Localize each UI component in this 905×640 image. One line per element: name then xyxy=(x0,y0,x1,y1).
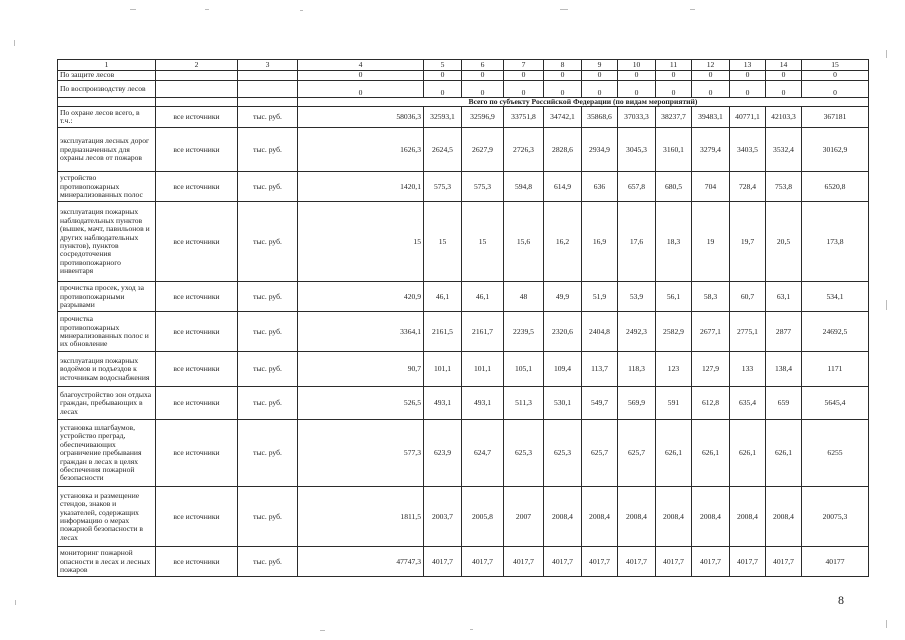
value-cell: 1626,3 xyxy=(298,128,424,172)
value-cell: 680,5 xyxy=(656,172,692,202)
value-cell: 19 xyxy=(692,202,730,282)
value-cell: 0 xyxy=(730,81,766,98)
value-cell: 19,7 xyxy=(730,202,766,282)
value-cell: 6255 xyxy=(802,420,869,487)
row-name: По воспроизводству лесов xyxy=(58,81,156,98)
value-cell: 0 xyxy=(582,81,618,98)
source-cell: все источники xyxy=(156,487,238,547)
row-name: По защите лесов xyxy=(58,71,156,81)
value-cell: 2161,7 xyxy=(462,312,504,352)
source-cell: все источники xyxy=(156,107,238,128)
value-cell: 659 xyxy=(766,387,802,420)
value-cell: 635,4 xyxy=(730,387,766,420)
value-cell: 60,7 xyxy=(730,282,766,312)
value-cell: 20075,3 xyxy=(802,487,869,547)
value-cell: 657,8 xyxy=(618,172,656,202)
value-cell: 3045,3 xyxy=(618,128,656,172)
value-cell: 0 xyxy=(462,81,504,98)
value-cell: 2239,5 xyxy=(504,312,544,352)
value-cell: 493,1 xyxy=(462,387,504,420)
value-cell: 58036,3 xyxy=(298,107,424,128)
value-cell: 3403,5 xyxy=(730,128,766,172)
value-cell: 30162,9 xyxy=(802,128,869,172)
source-cell: все источники xyxy=(156,547,238,577)
value-cell: 0 xyxy=(544,81,582,98)
value-cell: 40177 xyxy=(802,547,869,577)
value-cell: 3160,1 xyxy=(656,128,692,172)
value-cell: 612,8 xyxy=(692,387,730,420)
value-cell: 2008,4 xyxy=(730,487,766,547)
column-number: 15 xyxy=(802,60,869,71)
unit-cell: тыс. руб. xyxy=(238,487,298,547)
source-cell xyxy=(156,81,238,98)
value-cell: 0 xyxy=(656,81,692,98)
value-cell: 109,4 xyxy=(544,352,582,387)
value-cell: 549,7 xyxy=(582,387,618,420)
value-cell: 3364,1 xyxy=(298,312,424,352)
value-cell: 0 xyxy=(766,81,802,98)
value-cell: 37033,3 xyxy=(618,107,656,128)
value-cell: 32593,1 xyxy=(424,107,462,128)
value-cell: 728,4 xyxy=(730,172,766,202)
section-blank xyxy=(58,98,156,107)
value-cell: 704 xyxy=(692,172,730,202)
value-cell: 575,3 xyxy=(424,172,462,202)
table-row xyxy=(58,487,869,547)
value-cell: 0 xyxy=(504,81,544,98)
column-number: 10 xyxy=(618,60,656,71)
forest-protection-table xyxy=(57,59,869,577)
value-cell: 2008,4 xyxy=(544,487,582,547)
value-cell: 0 xyxy=(692,81,730,98)
column-number: 11 xyxy=(656,60,692,71)
value-cell: 0 xyxy=(766,71,802,81)
value-cell: 2003,7 xyxy=(424,487,462,547)
value-cell: 16,9 xyxy=(582,202,618,282)
value-cell: 0 xyxy=(618,71,656,81)
row-name: установка и размещение стендов, знаков и указателей, содержащих информацию о мерах пожарной безопасности в лесах xyxy=(58,487,156,547)
row-name: благоустройство зон отдыха граждан, пребывающих в лесах xyxy=(58,387,156,420)
value-cell: 0 xyxy=(730,71,766,81)
value-cell: 58,3 xyxy=(692,282,730,312)
value-cell: 101,1 xyxy=(462,352,504,387)
unit-cell: тыс. руб. xyxy=(238,352,298,387)
unit-cell: тыс. руб. xyxy=(238,202,298,282)
column-number: 4 xyxy=(298,60,424,71)
column-number: 13 xyxy=(730,60,766,71)
value-cell: 2627,9 xyxy=(462,128,504,172)
value-cell: 636 xyxy=(582,172,618,202)
column-number: 5 xyxy=(424,60,462,71)
source-cell xyxy=(156,71,238,81)
value-cell: 625,7 xyxy=(582,420,618,487)
value-cell: 2677,1 xyxy=(692,312,730,352)
value-cell: 2161,5 xyxy=(424,312,462,352)
value-cell: 2008,4 xyxy=(582,487,618,547)
value-cell: 118,3 xyxy=(618,352,656,387)
source-cell: все источники xyxy=(156,202,238,282)
value-cell: 2008,4 xyxy=(692,487,730,547)
value-cell: 614,9 xyxy=(544,172,582,202)
value-cell: 1171 xyxy=(802,352,869,387)
section-row xyxy=(58,98,869,107)
value-cell: 625,3 xyxy=(504,420,544,487)
value-cell: 20,5 xyxy=(766,202,802,282)
value-cell: 1420,1 xyxy=(298,172,424,202)
table-row xyxy=(58,128,869,172)
value-cell: 3532,4 xyxy=(766,128,802,172)
value-cell: 133 xyxy=(730,352,766,387)
value-cell: 17,6 xyxy=(618,202,656,282)
value-cell: 2320,6 xyxy=(544,312,582,352)
table-row xyxy=(58,547,869,577)
value-cell: 625,7 xyxy=(618,420,656,487)
table-row xyxy=(58,202,869,282)
value-cell: 6520,8 xyxy=(802,172,869,202)
row-name: установка шлагбаумов, устройство преград, обеспечивающих ограничение пребывания граждан в лесах в целях обеспечения пожарной безопасности xyxy=(58,420,156,487)
value-cell: 173,8 xyxy=(802,202,869,282)
header-row xyxy=(58,60,869,71)
value-cell: 626,1 xyxy=(766,420,802,487)
unit-cell xyxy=(238,81,298,98)
row-name: эксплуатация лесных дорог предназначенных для охраны лесов от пожаров xyxy=(58,128,156,172)
value-cell: 0 xyxy=(504,71,544,81)
value-cell: 46,1 xyxy=(424,282,462,312)
table-row xyxy=(58,71,869,81)
unit-cell: тыс. руб. xyxy=(238,128,298,172)
table-row xyxy=(58,420,869,487)
value-cell: 18,3 xyxy=(656,202,692,282)
value-cell: 4017,7 xyxy=(730,547,766,577)
value-cell: 34742,1 xyxy=(544,107,582,128)
value-cell: 0 xyxy=(656,71,692,81)
source-cell: все источники xyxy=(156,420,238,487)
value-cell: 0 xyxy=(424,81,462,98)
value-cell: 15 xyxy=(424,202,462,282)
row-name: мониторинг пожарной опасности в лесах и лесных пожаров xyxy=(58,547,156,577)
value-cell: 3279,4 xyxy=(692,128,730,172)
value-cell: 2008,4 xyxy=(766,487,802,547)
value-cell: 530,1 xyxy=(544,387,582,420)
value-cell: 33751,8 xyxy=(504,107,544,128)
value-cell: 15 xyxy=(462,202,504,282)
source-cell: все источники xyxy=(156,387,238,420)
page-number: 8 xyxy=(838,593,844,607)
value-cell: 56,1 xyxy=(656,282,692,312)
row-name: эксплуатация пожарных наблюдательных пунктов (вышек, мачт, павильонов и других наблюдательных пунктов), пунктов сосредоточения противопожарного инвентаря xyxy=(58,202,156,282)
value-cell: 0 xyxy=(424,71,462,81)
row-name: прочистка просек, уход за противопожарными разрывами xyxy=(58,282,156,312)
value-cell: 626,1 xyxy=(730,420,766,487)
value-cell: 420,9 xyxy=(298,282,424,312)
value-cell: 2008,4 xyxy=(618,487,656,547)
value-cell: 0 xyxy=(298,71,424,81)
value-cell: 2492,3 xyxy=(618,312,656,352)
value-cell: 16,2 xyxy=(544,202,582,282)
value-cell: 2008,4 xyxy=(656,487,692,547)
value-cell: 48 xyxy=(504,282,544,312)
source-cell: все источники xyxy=(156,352,238,387)
value-cell: 4017,7 xyxy=(582,547,618,577)
unit-cell: тыс. руб. xyxy=(238,387,298,420)
unit-cell xyxy=(238,71,298,81)
value-cell: 53,9 xyxy=(618,282,656,312)
value-cell: 367181 xyxy=(802,107,869,128)
value-cell: 2828,6 xyxy=(544,128,582,172)
column-number: 8 xyxy=(544,60,582,71)
unit-cell: тыс. руб. xyxy=(238,172,298,202)
value-cell: 1811,5 xyxy=(298,487,424,547)
table-row xyxy=(58,172,869,202)
value-cell: 575,3 xyxy=(462,172,504,202)
column-number: 2 xyxy=(156,60,238,71)
value-cell: 0 xyxy=(462,71,504,81)
value-cell: 2726,3 xyxy=(504,128,544,172)
value-cell: 0 xyxy=(692,71,730,81)
value-cell: 101,1 xyxy=(424,352,462,387)
source-cell: все источники xyxy=(156,312,238,352)
unit-cell: тыс. руб. xyxy=(238,547,298,577)
value-cell: 4017,7 xyxy=(462,547,504,577)
value-cell: 2007 xyxy=(504,487,544,547)
value-cell: 63,1 xyxy=(766,282,802,312)
value-cell: 32596,9 xyxy=(462,107,504,128)
value-cell: 626,1 xyxy=(692,420,730,487)
value-cell: 24692,5 xyxy=(802,312,869,352)
column-number: 9 xyxy=(582,60,618,71)
value-cell: 0 xyxy=(544,71,582,81)
value-cell: 35868,6 xyxy=(582,107,618,128)
value-cell: 4017,7 xyxy=(424,547,462,577)
row-name: По охране лесов всего, в т.ч.: xyxy=(58,107,156,128)
column-number: 14 xyxy=(766,60,802,71)
source-cell: все источники xyxy=(156,128,238,172)
row-name: эксплуатация пожарных водоёмов и подъездов к источникам водоснабжения xyxy=(58,352,156,387)
value-cell: 4017,7 xyxy=(544,547,582,577)
value-cell: 15,6 xyxy=(504,202,544,282)
value-cell: 569,9 xyxy=(618,387,656,420)
source-cell: все источники xyxy=(156,282,238,312)
value-cell: 534,1 xyxy=(802,282,869,312)
value-cell: 105,1 xyxy=(504,352,544,387)
column-number: 6 xyxy=(462,60,504,71)
row-name: устройство противопожарных минерализованных полос xyxy=(58,172,156,202)
unit-cell: тыс. руб. xyxy=(238,312,298,352)
value-cell: 511,3 xyxy=(504,387,544,420)
value-cell: 0 xyxy=(298,81,424,98)
value-cell: 4017,7 xyxy=(656,547,692,577)
table-row xyxy=(58,282,869,312)
value-cell: 49,9 xyxy=(544,282,582,312)
value-cell: 15 xyxy=(298,202,424,282)
table-row xyxy=(58,107,869,128)
column-number: 7 xyxy=(504,60,544,71)
unit-cell: тыс. руб. xyxy=(238,282,298,312)
value-cell: 123 xyxy=(656,352,692,387)
value-cell: 4017,7 xyxy=(766,547,802,577)
value-cell: 591 xyxy=(656,387,692,420)
value-cell: 0 xyxy=(802,71,869,81)
value-cell: 127,9 xyxy=(692,352,730,387)
value-cell: 4017,7 xyxy=(618,547,656,577)
value-cell: 90,7 xyxy=(298,352,424,387)
value-cell: 51,9 xyxy=(582,282,618,312)
column-number: 12 xyxy=(692,60,730,71)
value-cell: 577,3 xyxy=(298,420,424,487)
row-name: прочистка противопожарных минерализованных полос и их обновление xyxy=(58,312,156,352)
section-blank xyxy=(156,98,238,107)
value-cell: 5645,4 xyxy=(802,387,869,420)
value-cell: 493,1 xyxy=(424,387,462,420)
value-cell: 0 xyxy=(582,71,618,81)
value-cell: 2775,1 xyxy=(730,312,766,352)
table-row xyxy=(58,387,869,420)
value-cell: 2404,8 xyxy=(582,312,618,352)
value-cell: 626,1 xyxy=(656,420,692,487)
source-cell: все источники xyxy=(156,172,238,202)
table-row xyxy=(58,312,869,352)
value-cell: 2934,9 xyxy=(582,128,618,172)
column-number: 1 xyxy=(58,60,156,71)
section-title: Всего по субъекту Российской Федерации (по видам мероприятий) xyxy=(298,98,869,107)
unit-cell: тыс. руб. xyxy=(238,420,298,487)
value-cell: 2624,5 xyxy=(424,128,462,172)
table-row xyxy=(58,352,869,387)
value-cell: 39483,1 xyxy=(692,107,730,128)
value-cell: 38237,7 xyxy=(656,107,692,128)
value-cell: 753,8 xyxy=(766,172,802,202)
value-cell: 138,4 xyxy=(766,352,802,387)
table-row xyxy=(58,81,869,98)
value-cell: 526,5 xyxy=(298,387,424,420)
value-cell: 2005,8 xyxy=(462,487,504,547)
value-cell: 624,7 xyxy=(462,420,504,487)
value-cell: 4017,7 xyxy=(692,547,730,577)
value-cell: 46,1 xyxy=(462,282,504,312)
unit-cell: тыс. руб. xyxy=(238,107,298,128)
value-cell: 2877 xyxy=(766,312,802,352)
column-number: 3 xyxy=(238,60,298,71)
value-cell: 4017,7 xyxy=(504,547,544,577)
value-cell: 113,7 xyxy=(582,352,618,387)
section-blank xyxy=(238,98,298,107)
value-cell: 47747,3 xyxy=(298,547,424,577)
value-cell: 42103,3 xyxy=(766,107,802,128)
value-cell: 0 xyxy=(802,81,869,98)
value-cell: 40771,1 xyxy=(730,107,766,128)
value-cell: 2582,9 xyxy=(656,312,692,352)
value-cell: 623,9 xyxy=(424,420,462,487)
value-cell: 594,8 xyxy=(504,172,544,202)
value-cell: 625,3 xyxy=(544,420,582,487)
value-cell: 0 xyxy=(618,81,656,98)
